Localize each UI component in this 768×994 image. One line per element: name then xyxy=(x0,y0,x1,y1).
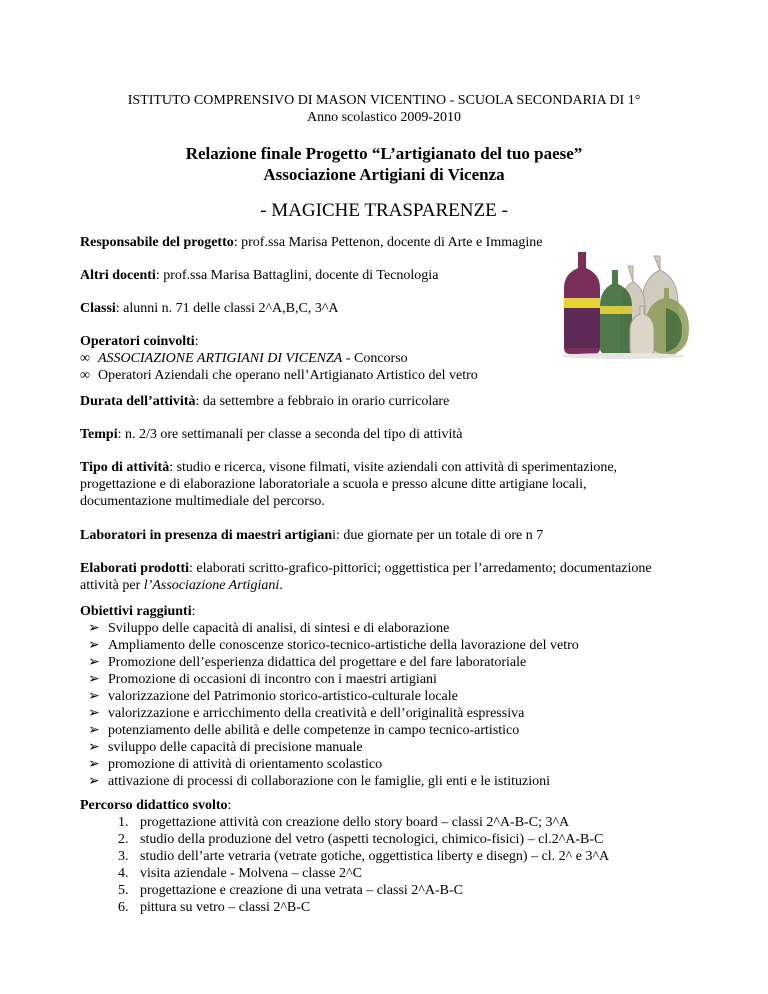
obiettivi-list xyxy=(88,620,680,790)
obiettivo-text: attivazione di processi di collaborazione con le famiglie, gli enti e le istituzioni xyxy=(108,774,551,789)
list-item xyxy=(80,367,680,384)
altri-docenti-label: Altri docenti xyxy=(80,268,156,283)
responsabile-label: Responsabile del progetto xyxy=(80,235,234,250)
section-elaborati xyxy=(80,560,680,594)
percorso-list xyxy=(80,814,680,916)
obiettivo-text: sviluppo delle capacità di precisione manuale xyxy=(108,740,363,755)
project-name: - MAGICHE TRASPARENZE - xyxy=(260,200,508,221)
item-number: 4. xyxy=(118,866,129,881)
section-tempi xyxy=(80,426,680,443)
list-item xyxy=(88,722,680,739)
percorso-label: Percorso didattico svolto xyxy=(80,798,228,813)
obiettivi-label: Obiettivi raggiunti xyxy=(80,604,192,619)
arrow-bullet-icon: ➢ xyxy=(88,638,100,653)
list-item xyxy=(88,637,680,654)
operatori-item1-rest: - Concorso xyxy=(342,351,408,366)
arrow-bullet-icon: ➢ xyxy=(88,655,100,670)
obiettivo-text: Promozione dell’esperienza didattica del progettare e del fare laboratoriale xyxy=(108,655,527,670)
list-item xyxy=(88,654,680,671)
percorso-text: studio della produzione del vetro (aspetti tecnologici, chimico-fisici) – cl.2^A-B-C xyxy=(140,832,604,847)
glass-bottles-image xyxy=(556,248,690,360)
tipo-text: : studio e ricerca, visone filmati, visite aziendali con attività di sperimentazione, progettazione e di elaborazione laboratoriale a scuola e presso alcune ditte artigiane locali, documentazione multimediale del percorso. xyxy=(80,460,618,509)
elaborati-italic: l’Associazione Artigiani xyxy=(143,578,280,593)
section-laboratori xyxy=(80,527,680,544)
list-item xyxy=(80,882,680,899)
obiettivo-text: valorizzazione del Patrimonio storico-artistico-culturale locale xyxy=(108,689,458,704)
list-item xyxy=(88,671,680,688)
school-year: Anno scolastico 2009-2010 xyxy=(307,110,461,125)
operatori-item2: Operatori Aziendali che operano nell’Artigianato Artistico del vetro xyxy=(98,368,478,383)
percorso-colon: : xyxy=(227,798,232,813)
elaborati-end: . xyxy=(279,578,283,593)
operatori-label: Operatori coinvolti xyxy=(80,334,195,349)
classi-text: : alunni n. 71 delle classi 2^A,B,C, 3^A xyxy=(115,301,339,316)
tipo-label: Tipo di attività xyxy=(80,460,170,475)
elaborati-label: Elaborati prodotti xyxy=(80,561,190,576)
section-durata xyxy=(80,393,680,410)
section-percorso xyxy=(80,797,680,916)
list-item xyxy=(88,705,680,722)
list-item xyxy=(80,831,680,848)
obiettivo-text: valorizzazione e arricchimento della creatività e dell’originalità espressiva xyxy=(108,706,525,721)
item-number: 6. xyxy=(118,900,129,915)
obiettivi-colon: : xyxy=(191,604,196,619)
durata-text: : da settembre a febbraio in orario curricolare xyxy=(195,394,450,409)
report-title: Relazione finale Progetto “L’artigianato del tuo paese” xyxy=(185,144,583,163)
section-tipo-attivita xyxy=(80,459,680,510)
laboratori-text: i: due giornate per un totale di ore n 7 xyxy=(332,528,544,543)
arrow-bullet-icon: ➢ xyxy=(88,621,100,636)
percorso-text: studio dell’arte vetraria (vetrate gotiche, oggettistica liberty e disegn) – cl. 2^ e 3^A xyxy=(140,849,610,864)
obiettivo-text: potenziamento delle abilità e delle competenze in campo tecnico-artistico xyxy=(108,723,520,738)
percorso-text: visita aziendale - Molvena – classe 2^C xyxy=(140,866,362,881)
arrow-bullet-icon: ➢ xyxy=(88,774,100,789)
laboratori-label: Laboratori in presenza di maestri artigian xyxy=(80,528,333,543)
responsabile-text: : prof.ssa Marisa Pettenon, docente di Arte e Immagine xyxy=(233,235,543,250)
altri-docenti-text: : prof.ssa Marisa Battaglini, docente di Tecnologia xyxy=(155,268,439,283)
item-number: 3. xyxy=(118,849,129,864)
infinity-bullet-icon: ∞ xyxy=(80,368,90,383)
percorso-text: pittura su vetro – classi 2^B-C xyxy=(140,900,311,915)
obiettivo-text: Sviluppo delle capacità di analisi, di sintesi e di elaborazione xyxy=(108,621,450,636)
item-number: 2. xyxy=(118,832,129,847)
list-item xyxy=(88,773,680,790)
list-item xyxy=(80,899,680,916)
list-item xyxy=(88,688,680,705)
arrow-bullet-icon: ➢ xyxy=(88,723,100,738)
tempi-text: : n. 2/3 ore settimanali per classe a seconda del tipo di attività xyxy=(117,427,463,442)
percorso-text: progettazione attività con creazione dello story board – classi 2^A-B-C; 3^A xyxy=(140,815,570,830)
infinity-bullet-icon: ∞ xyxy=(80,351,90,366)
durata-label: Durata dell’attività xyxy=(80,394,196,409)
percorso-text: progettazione e creazione di una vetrata – classi 2^A-B-C xyxy=(140,883,463,898)
report-subtitle-association: Associazione Artigiani di Vicenza xyxy=(263,165,505,184)
list-item xyxy=(88,620,680,637)
arrow-bullet-icon: ➢ xyxy=(88,757,100,772)
obiettivo-text: Promozione di occasioni di incontro con i maestri artigiani xyxy=(108,672,437,687)
tempi-label: Tempi xyxy=(80,427,118,442)
item-number: 1. xyxy=(118,815,129,830)
list-item xyxy=(80,814,680,831)
arrow-bullet-icon: ➢ xyxy=(88,740,100,755)
classi-label: Classi xyxy=(80,301,116,316)
elaborati-text: : elaborati scritto-grafico-pittorici; oggettistica per l’arredamento; documentazione attività per xyxy=(80,561,652,593)
operatori-item1-italic: ASSOCIAZIONE ARTIGIANI DI VICENZA xyxy=(98,351,343,366)
list-item xyxy=(88,756,680,773)
arrow-bullet-icon: ➢ xyxy=(88,689,100,704)
arrow-bullet-icon: ➢ xyxy=(88,672,100,687)
list-item xyxy=(88,739,680,756)
obiettivo-text: Ampliamento delle conoscenze storico-tecnico-artistiche della lavorazione del vetro xyxy=(108,638,579,653)
arrow-bullet-icon: ➢ xyxy=(88,706,100,721)
obiettivo-text: promozione di attività di orientamento scolastico xyxy=(108,757,383,772)
list-item xyxy=(80,848,680,865)
section-obiettivi xyxy=(80,603,680,790)
operatori-colon: : xyxy=(194,334,199,349)
list-item xyxy=(80,865,680,882)
item-number: 5. xyxy=(118,883,129,898)
school-header: ISTITUTO COMPRENSIVO DI MASON VICENTINO - SCUOLA SECONDARIA DI 1° xyxy=(127,93,641,108)
